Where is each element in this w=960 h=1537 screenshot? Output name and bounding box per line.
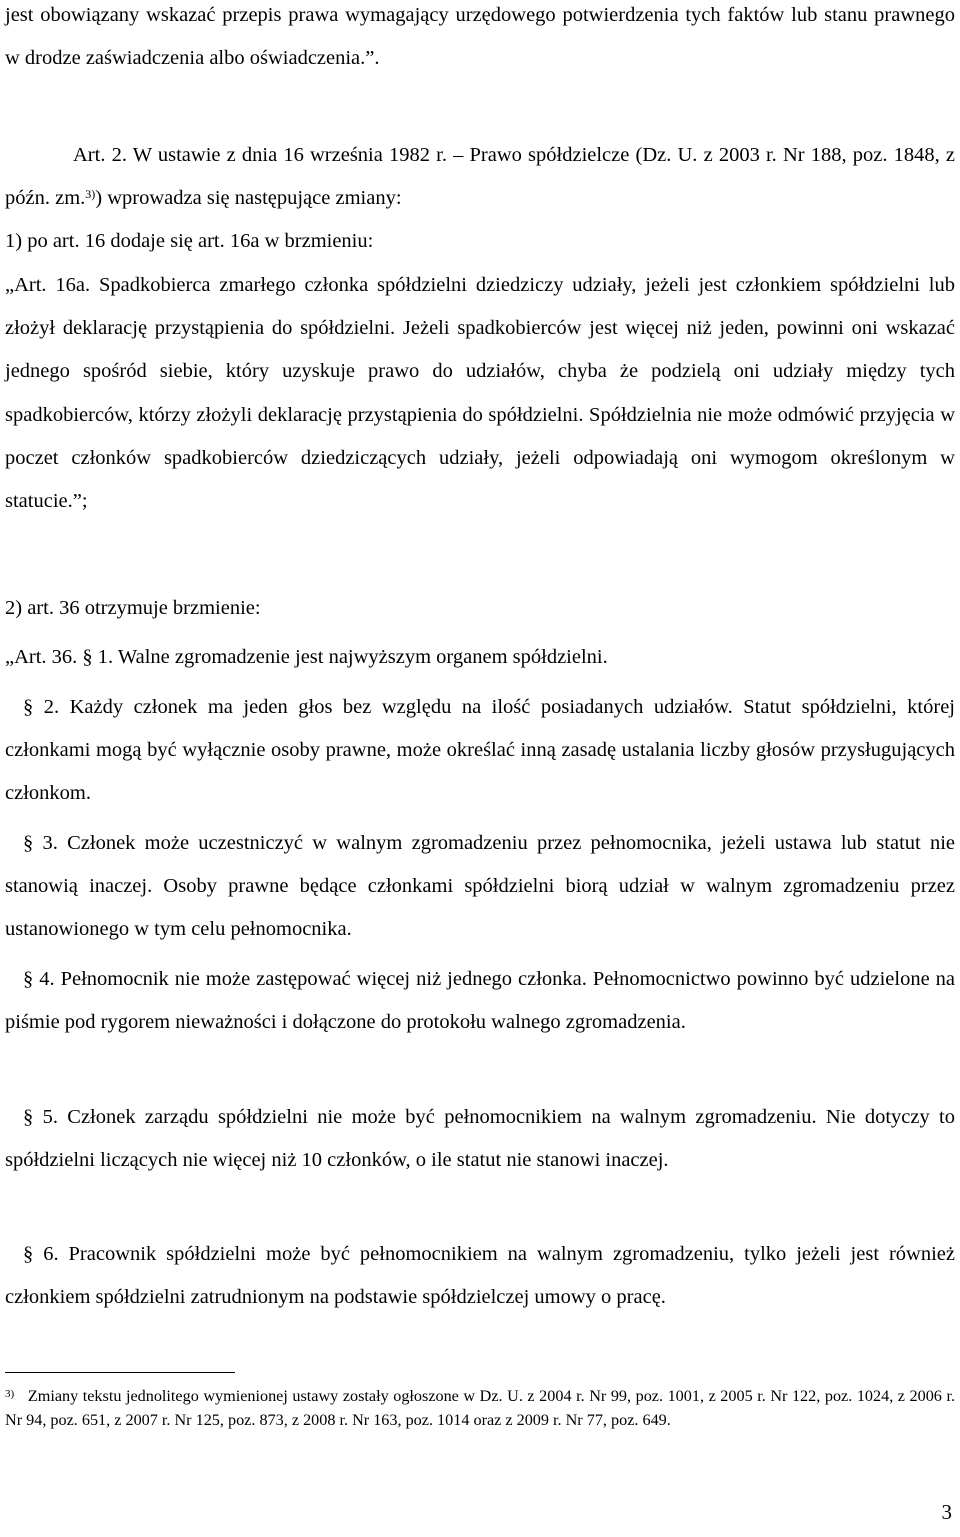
paragraph-art-16a: „Art. 16a. Spadkobierca zmarłego członka spółdzielni dziedziczy udziały, jeżeli jest członkiem spółdzielni lub złożył deklarację przystąpienia do spółdzielni. Jeżeli spadkobierców jest więcej niż jeden, powinni oni wskazać jednego spośród siebie, który uzyskuje prawo do udziałów, chyba że podzielą oni udziały między tych spadkobierców, którzy złożyli deklarację przystąpienia do spółdzielni. Spółdzielnia nie może odmówić przyjęcia w poczet członków spadkobierców dziedziczących udziały, jeżeli odpowiadają oni wymogom określonym w statucie.”;	[5, 274, 955, 513]
footnote-separator	[5, 1372, 235, 1373]
paragraph-point-2: 2) art. 36 otrzymuje brzmienie:	[5, 597, 261, 619]
footnote-ref: 3)	[85, 187, 96, 202]
art-2-tail: ) wprowadza się następujące zmiany:	[95, 187, 402, 210]
art-2-text: Art. 2. W ustawie z dnia 16 września 1982 r. – Prawo spółdzielcze (Dz. U. z 2003 r. Nr 188, poz. 1848, z późn. zm.	[5, 144, 955, 210]
footnote-marker: 3)	[5, 1388, 15, 1400]
paragraph-art-36-par-2: § 2. Każdy członek ma jeden głos bez względu na ilość posiadanych udziałów. Statut spółdzielni, której członkami mogą być wyłącznie osoby prawne, może określać inną zasadę ustalania liczby głosów przysługujących członkom.	[5, 696, 955, 805]
footnote	[5, 1385, 955, 1432]
paragraph-art-2	[5, 134, 955, 220]
paragraph-continuation: jest obowiązany wskazać przepis prawa wymagający urzędowego potwierdzenia tych faktów lub stanu prawnego w drodze zaświadczenia albo oświadczenia.”.	[5, 4, 955, 70]
paragraph-art-36-par-4: § 4. Pełnomocnik nie może zastępować więcej niż jednego członka. Pełnomocnictwo powinno być udzielone na piśmie pod rygorem nieważności i dołączone do protokołu walnego zgromadzenia.	[5, 968, 955, 1034]
page-number: 3	[941, 1500, 952, 1524]
paragraph-point-1: 1) po art. 16 dodaje się art. 16a w brzmieniu:	[5, 230, 374, 252]
paragraph-art-36-par-3: § 3. Członek może uczestniczyć w walnym zgromadzeniu przez pełnomocnika, jeżeli ustawa lub statut nie stanowią inaczej. Osoby prawne będące członkami spółdzielni biorą udział w walnym zgromadzeniu przez ustanowionego w tym celu pełnomocnika.	[5, 832, 955, 941]
paragraph-art-36-par-6: § 6. Pracownik spółdzielni może być pełnomocnikiem na walnym zgromadzeniu, tylko jeżeli jest również członkiem spółdzielni zatrudnionym na podstawie spółdzielczej umowy o pracę.	[5, 1243, 955, 1309]
footnote-text: Zmiany tekstu jednolitego wymienionej ustawy zostały ogłoszone w Dz. U. z 2004 r. Nr 99, poz. 1001, z 2005 r. Nr 122, poz. 1024, z 2006 r. Nr 94, poz. 651, z 2007 r. Nr 125, poz. 873, z 2008 r. Nr 163, poz. 1014 oraz z 2009 r. Nr 77, poz. 649.	[5, 1387, 956, 1429]
paragraph-art-36-par-1: „Art. 36. § 1. Walne zgromadzenie jest najwyższym organem spółdzielni.	[5, 646, 608, 668]
paragraph-art-36-par-5: § 5. Członek zarządu spółdzielni nie może być pełnomocnikiem na walnym zgromadzeniu. Nie dotyczy to spółdzielni liczących nie więcej niż 10 członków, o ile statut nie stanowi inaczej.	[5, 1106, 955, 1172]
